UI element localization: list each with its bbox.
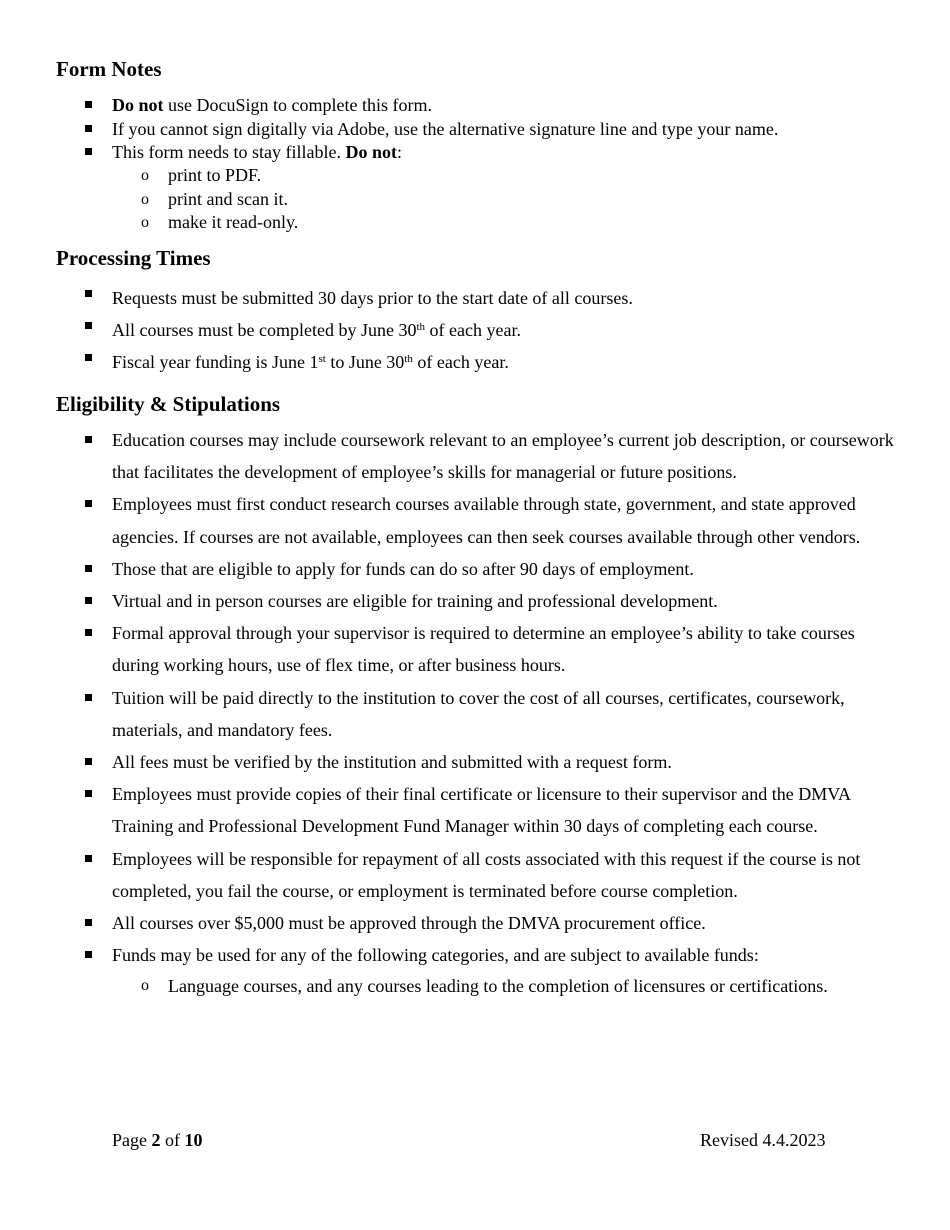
square-bullet-icon	[85, 629, 92, 636]
form-notes-list	[0, 94, 950, 165]
list-item: Employees must first conduct research courses available through state, government, and state approved agencies. If courses are not available, employees can then seek courses available through other vendors.	[0, 488, 950, 552]
eligibility-sublist	[0, 970, 950, 1002]
list-item: Those that are eligible to apply for funds can do so after 90 days of employment.	[0, 553, 950, 585]
square-bullet-icon	[85, 951, 92, 958]
list-item: Virtual and in person courses are eligible for training and professional development.	[0, 585, 950, 617]
circle-bullet-icon: o	[141, 977, 149, 994]
square-bullet-icon	[85, 101, 92, 108]
square-bullet-icon	[85, 436, 92, 443]
list-item: Do not use DocuSign to complete this form.	[0, 94, 950, 118]
list-item: Formal approval through your supervisor is required to determine an employee’s ability to take courses during working hours, use of flex time, or after business hours.	[0, 617, 950, 681]
form-notes-heading: Form Notes	[56, 57, 162, 81]
list-item: Funds may be used for any of the following categories, and are subject to available funds:	[0, 939, 950, 971]
page-number: Page 2 of 10	[112, 1130, 203, 1150]
square-bullet-icon	[85, 919, 92, 926]
list-item: If you cannot sign digitally via Adobe, use the alternative signature line and type your name.	[0, 118, 950, 142]
list-item: o print to PDF.	[0, 164, 950, 188]
list-item: Employees must provide copies of their final certificate or licensure to their supervisor and the DMVA Training and Professional Development Fund Manager within 30 days of completing each course.	[0, 778, 950, 842]
circle-bullet-icon: o	[141, 190, 149, 208]
list-item: o print and scan it.	[0, 188, 950, 212]
square-bullet-icon	[85, 597, 92, 604]
square-bullet-icon	[85, 125, 92, 132]
square-bullet-icon	[85, 148, 92, 155]
circle-bullet-icon: o	[141, 167, 149, 184]
revision-date: Revised 4.4.2023	[700, 1130, 826, 1150]
square-bullet-icon	[85, 354, 92, 361]
square-bullet-icon	[85, 758, 92, 765]
list-item: o make it read-only.	[0, 211, 950, 235]
form-notes-sublist	[0, 164, 950, 235]
square-bullet-icon	[85, 290, 92, 297]
square-bullet-icon	[85, 694, 92, 701]
square-bullet-icon	[85, 790, 92, 797]
circle-bullet-icon: o	[141, 214, 149, 231]
eligibility-heading: Eligibility & Stipulations	[56, 392, 281, 416]
processing-times-heading: Processing Times	[56, 246, 211, 270]
list-item: Requests must be submitted 30 days prior to the start date of all courses.	[0, 282, 950, 314]
list-item: Fiscal year funding is June 1st to June 30th of each year.	[0, 346, 950, 378]
square-bullet-icon	[85, 565, 92, 572]
list-item: All courses must be completed by June 30th of each year.	[0, 314, 950, 346]
processing-times-list	[0, 282, 950, 378]
list-item: Tuition will be paid directly to the institution to cover the cost of all courses, certificates, coursework, materials, and mandatory fees.	[0, 682, 950, 746]
list-item: All fees must be verified by the institution and submitted with a request form.	[0, 746, 950, 778]
square-bullet-icon	[85, 500, 92, 507]
list-item: Employees will be responsible for repayment of all costs associated with this request if the course is not completed, you fail the course, or employment is terminated before course completion.	[0, 843, 950, 907]
square-bullet-icon	[85, 855, 92, 862]
list-item: o Language courses, and any courses leading to the completion of licensures or certifications.	[0, 970, 950, 1002]
square-bullet-icon	[85, 322, 92, 329]
list-item: This form needs to stay fillable. Do not:	[0, 141, 950, 165]
eligibility-list	[0, 424, 950, 971]
list-item: Education courses may include coursework relevant to an employee’s current job description, or coursework that facilitates the development of employee’s skills for managerial or future positions.	[0, 424, 950, 488]
list-item: All courses over $5,000 must be approved through the DMVA procurement office.	[0, 907, 950, 939]
